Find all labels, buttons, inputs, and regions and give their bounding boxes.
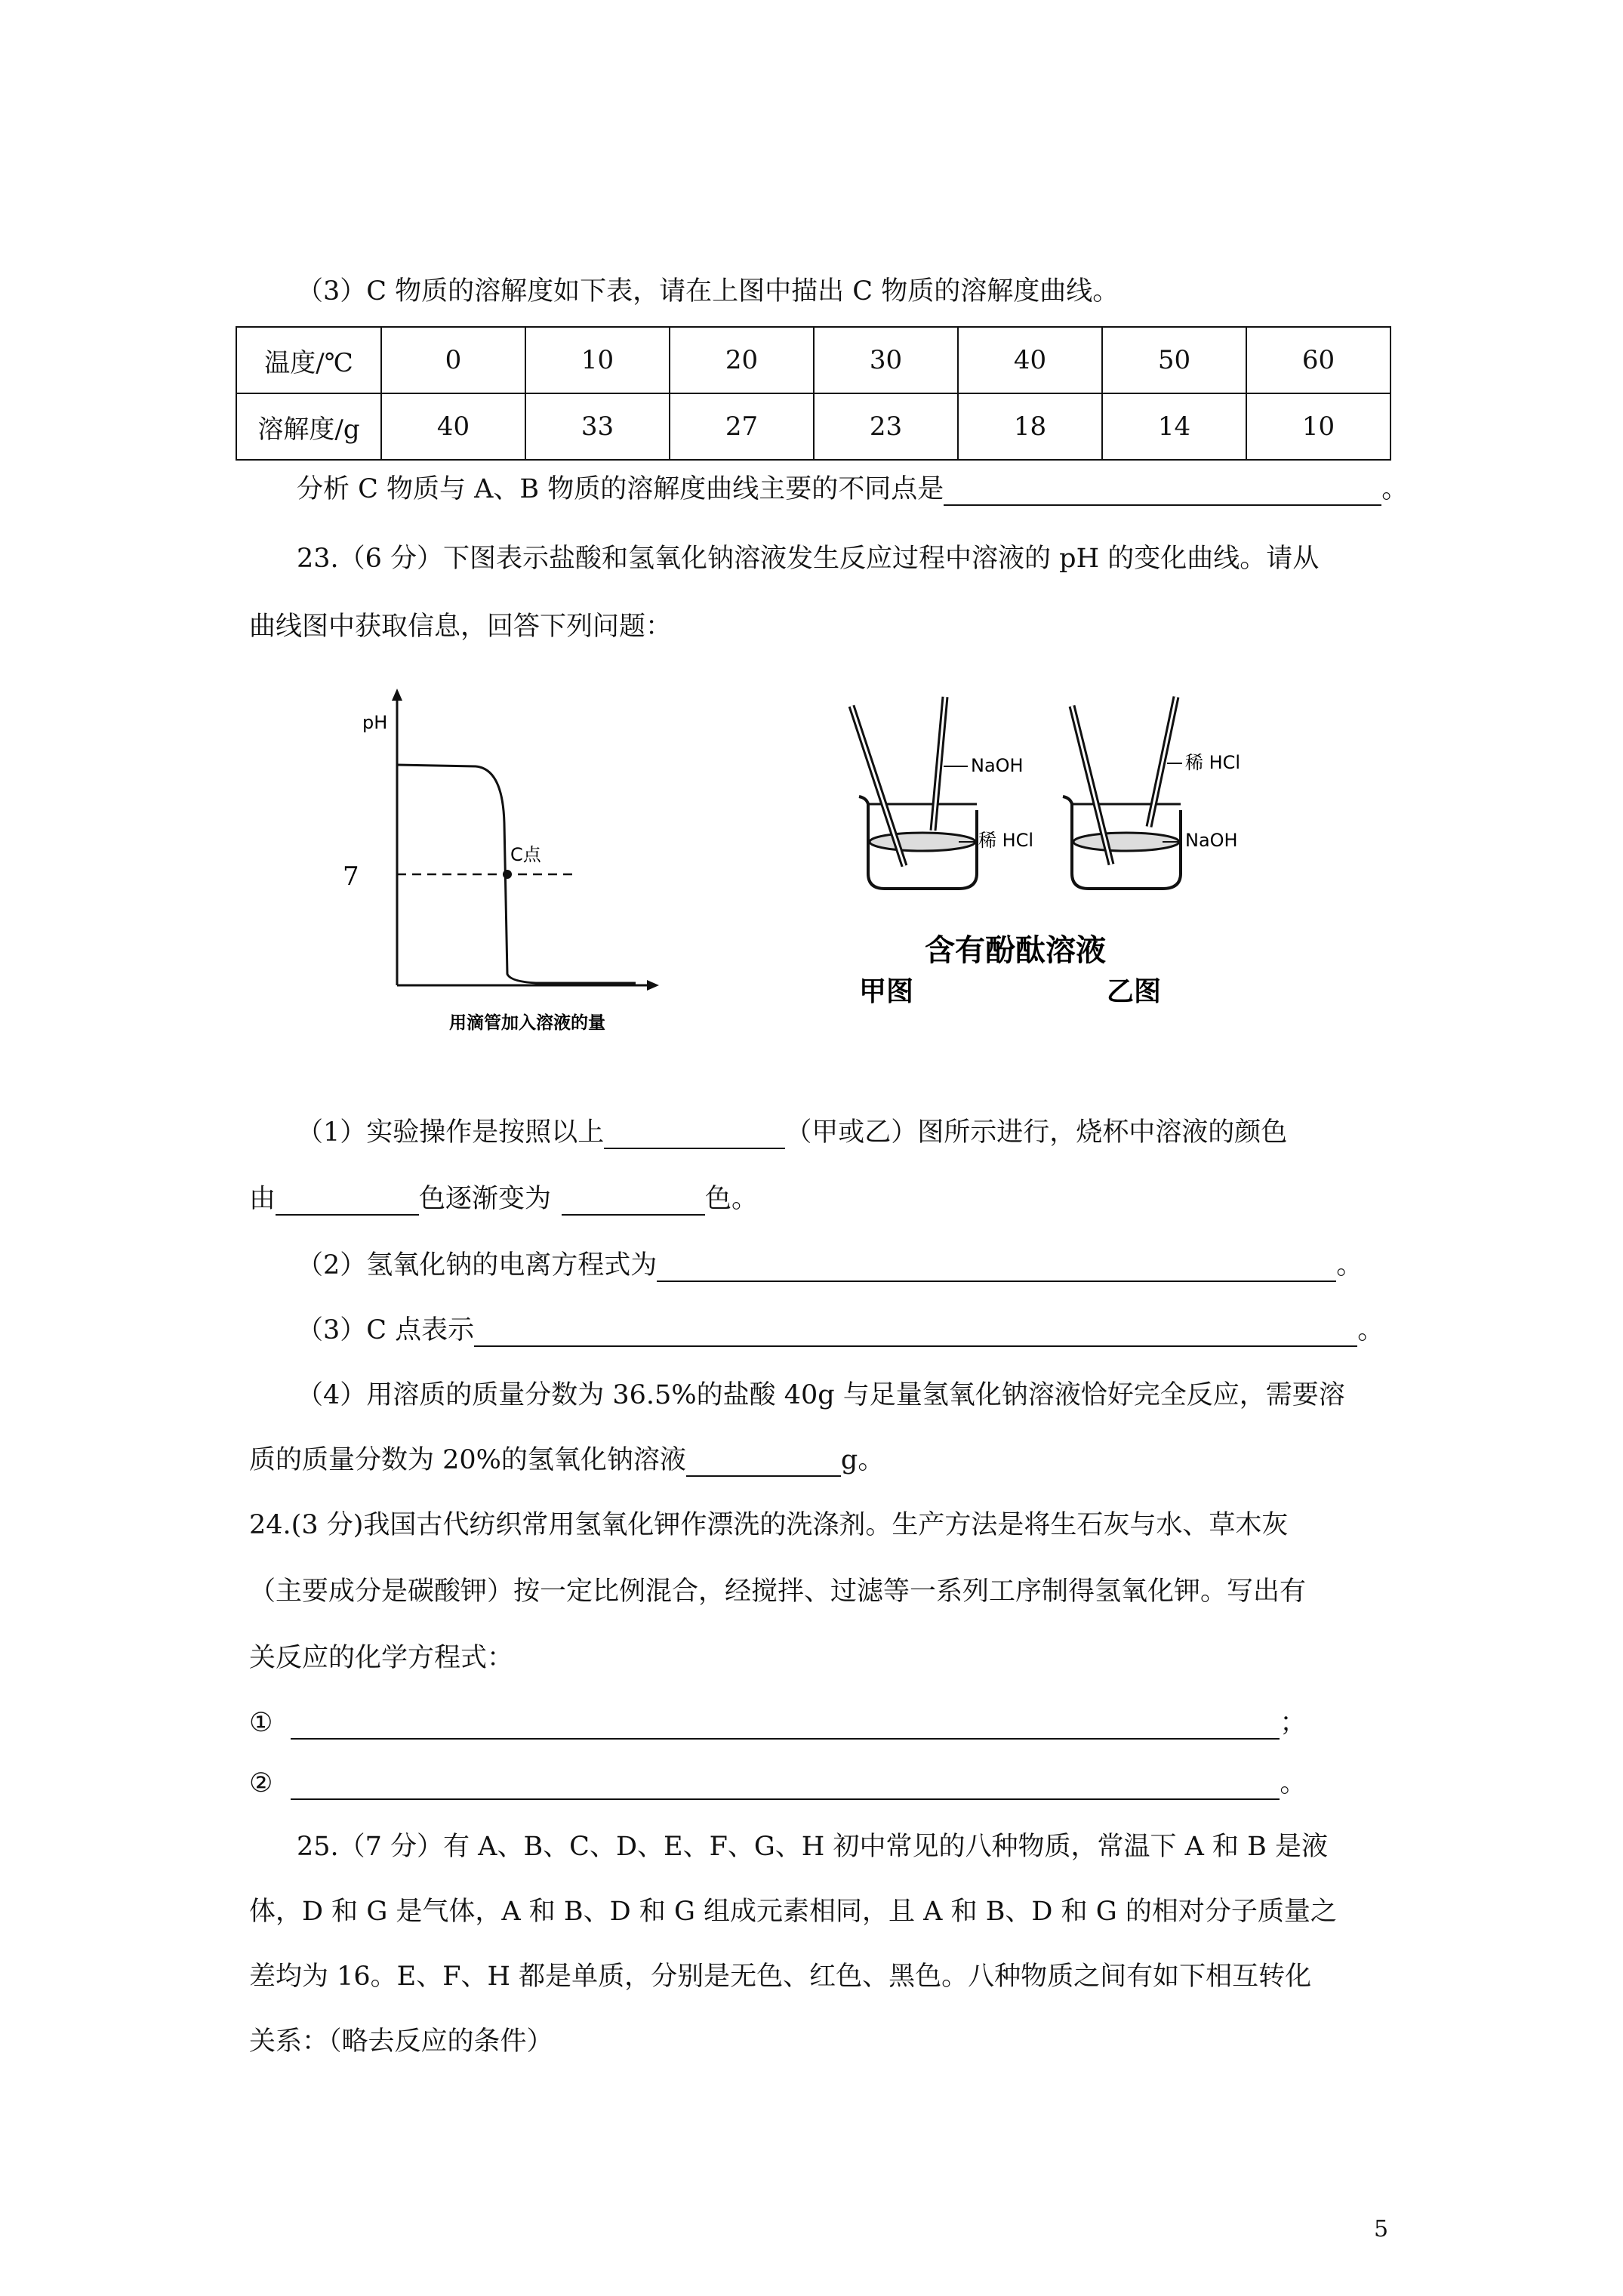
table-cell: 10 bbox=[1246, 393, 1390, 460]
answer-blank[interactable] bbox=[474, 1318, 1357, 1347]
q23-p4-unit: g。 bbox=[840, 1445, 885, 1475]
answer-blank[interactable] bbox=[291, 1771, 1280, 1800]
dropper-left-inner bbox=[933, 697, 945, 831]
answer-blank[interactable] bbox=[291, 1711, 1280, 1740]
table-cell: 0 bbox=[381, 327, 525, 393]
q24-eq1-line bbox=[249, 1706, 1306, 1740]
answer-blank[interactable] bbox=[604, 1120, 785, 1149]
table-cell: 18 bbox=[958, 393, 1102, 460]
q23-p1-text-c: 由 bbox=[249, 1184, 276, 1214]
label-yi-figure: 乙图 bbox=[1107, 976, 1162, 1007]
table-cell: 50 bbox=[1102, 327, 1246, 393]
q23-p1-line1 bbox=[297, 1116, 1287, 1149]
q25-line4: 关系：（略去反应的条件） bbox=[249, 2026, 553, 2057]
q22-part3-text: （3）C 物质的溶解度如下表，请在上图中描出 C 物质的溶解度曲线。 bbox=[297, 276, 1119, 307]
x-axis-label: 用滴管加入溶液的量 bbox=[449, 1013, 605, 1033]
beaker-left-lip bbox=[859, 797, 868, 804]
table-row bbox=[236, 393, 1390, 460]
q23-p1-text-b: （甲或乙）图所示进行，烧杯中溶液的颜色 bbox=[785, 1117, 1288, 1148]
q24-eq1-end: ； bbox=[1280, 1708, 1307, 1738]
q22-analysis-line bbox=[297, 473, 1408, 506]
page-number: 5 bbox=[1374, 2216, 1389, 2242]
table-header-cell: 溶解度/g bbox=[236, 393, 381, 460]
table-cell: 30 bbox=[814, 327, 958, 393]
q22-analysis-text: 分析 C 物质与 A、B 物质的溶解度曲线主要的不同点是 bbox=[297, 474, 944, 504]
c-point-marker bbox=[503, 870, 512, 879]
q23-p1-line2 bbox=[249, 1182, 758, 1216]
label-left-bottom: 稀 HCl bbox=[978, 830, 1034, 851]
q23-p3-line bbox=[297, 1314, 1384, 1347]
table-cell: 27 bbox=[670, 393, 814, 460]
y-axis-arrow-icon bbox=[392, 689, 402, 701]
table-cell: 33 bbox=[525, 393, 670, 460]
table-row bbox=[236, 327, 1390, 393]
q24-eq2-end: 。 bbox=[1280, 1768, 1307, 1798]
q24-marker-2: ② bbox=[249, 1768, 273, 1798]
q24-line1: 24.(3 分)我国古代纺织常用氢氧化钾作漂洗的洗涤剂。生产方法是将生石灰与水、草木灰 bbox=[249, 1510, 1289, 1540]
ph-axis-label: pH bbox=[362, 712, 388, 733]
x-axis-arrow-icon bbox=[647, 980, 659, 991]
dropper-right-inner bbox=[1149, 697, 1176, 827]
answer-blank[interactable] bbox=[944, 477, 1381, 506]
q22-analysis-end: 。 bbox=[1381, 474, 1409, 504]
q24-line3: 关反应的化学方程式： bbox=[249, 1643, 514, 1673]
table-cell: 14 bbox=[1102, 393, 1246, 460]
solubility-table bbox=[236, 326, 1391, 461]
ph-7-tick-label: 7 bbox=[343, 861, 359, 892]
q23-p4-line1: （4）用溶质的质量分数为 36.5%的盐酸 40g 与足量氢氧化钠溶液恰好完全反应，需要溶 bbox=[297, 1380, 1345, 1410]
answer-blank[interactable] bbox=[657, 1253, 1336, 1282]
q23-p1-text-a: （1）实验操作是按照以上 bbox=[297, 1117, 605, 1148]
answer-blank[interactable] bbox=[276, 1187, 419, 1216]
q23-p1-text-e: 色。 bbox=[705, 1184, 759, 1214]
table-cell: 60 bbox=[1246, 327, 1390, 393]
q24-line2: （主要成分是碳酸钾）按一定比例混合，经搅拌、过滤等一系列工序制得氢氧化钾。写出有 bbox=[249, 1576, 1307, 1607]
q23-p2-line bbox=[297, 1249, 1363, 1282]
table-cell: 23 bbox=[814, 393, 958, 460]
q23-p3-end: 。 bbox=[1357, 1315, 1384, 1345]
q23-p3-text: （3）C 点表示 bbox=[297, 1315, 475, 1345]
table-cell: 40 bbox=[381, 393, 525, 460]
q23-p4-line2 bbox=[249, 1444, 884, 1477]
beaker-jia bbox=[852, 697, 977, 889]
q23-p2-text: （2）氢氧化钠的电离方程式为 bbox=[297, 1250, 658, 1281]
table-cell: 20 bbox=[670, 327, 814, 393]
q24-eq2-line bbox=[249, 1767, 1306, 1800]
beaker-yi bbox=[1063, 697, 1182, 889]
answer-blank[interactable] bbox=[686, 1448, 841, 1477]
label-jia-figure: 甲图 bbox=[859, 976, 914, 1007]
label-right-top: 稀 HCl bbox=[1185, 752, 1241, 773]
table-cell: 40 bbox=[958, 327, 1102, 393]
q24-marker-1: ① bbox=[249, 1708, 273, 1738]
q25-line3: 差均为 16。E、F、H 都是单质，分别是无色、红色、黑色。八种物质之间有如下相互转化 bbox=[249, 1962, 1312, 1992]
q25-line1: 25.（7 分）有 A、B、C、D、E、F、G、H 初中常见的八种物质，常温下 A 和 B 是液 bbox=[297, 1832, 1328, 1862]
phenolphthalein-caption: 含有酚酞溶液 bbox=[925, 933, 1106, 968]
q23-p4-text: 质的质量分数为 20%的氢氧化钠溶液 bbox=[249, 1445, 686, 1475]
q23-p1-text-d: 色逐渐变为 bbox=[419, 1184, 552, 1214]
q23-intro-line1: 23.（6 分）下图表示盐酸和氢氧化钠溶液发生反应过程中溶液的 pH 的变化曲线。请从 bbox=[297, 544, 1320, 574]
q25-line2: 体，D 和 G 是气体，A 和 B、D 和 G 组成元素相同，且 A 和 B、D 和 G 的相对分子质量之 bbox=[249, 1897, 1337, 1927]
q23-intro-line2: 曲线图中获取信息，回答下列问题： bbox=[249, 612, 673, 642]
ph-curve-graph bbox=[332, 680, 664, 1042]
beaker-right-lip bbox=[1063, 797, 1072, 804]
c-point-label: C点 bbox=[510, 844, 541, 865]
label-right-bottom: NaOH bbox=[1185, 830, 1238, 851]
table-header-cell: 温度/℃ bbox=[236, 327, 381, 393]
answer-blank[interactable] bbox=[562, 1187, 705, 1216]
q23-p2-end: 。 bbox=[1336, 1250, 1363, 1281]
table-cell: 10 bbox=[525, 327, 670, 393]
beakers-figure bbox=[845, 691, 1268, 1023]
label-left-top: NaOH bbox=[971, 755, 1024, 776]
